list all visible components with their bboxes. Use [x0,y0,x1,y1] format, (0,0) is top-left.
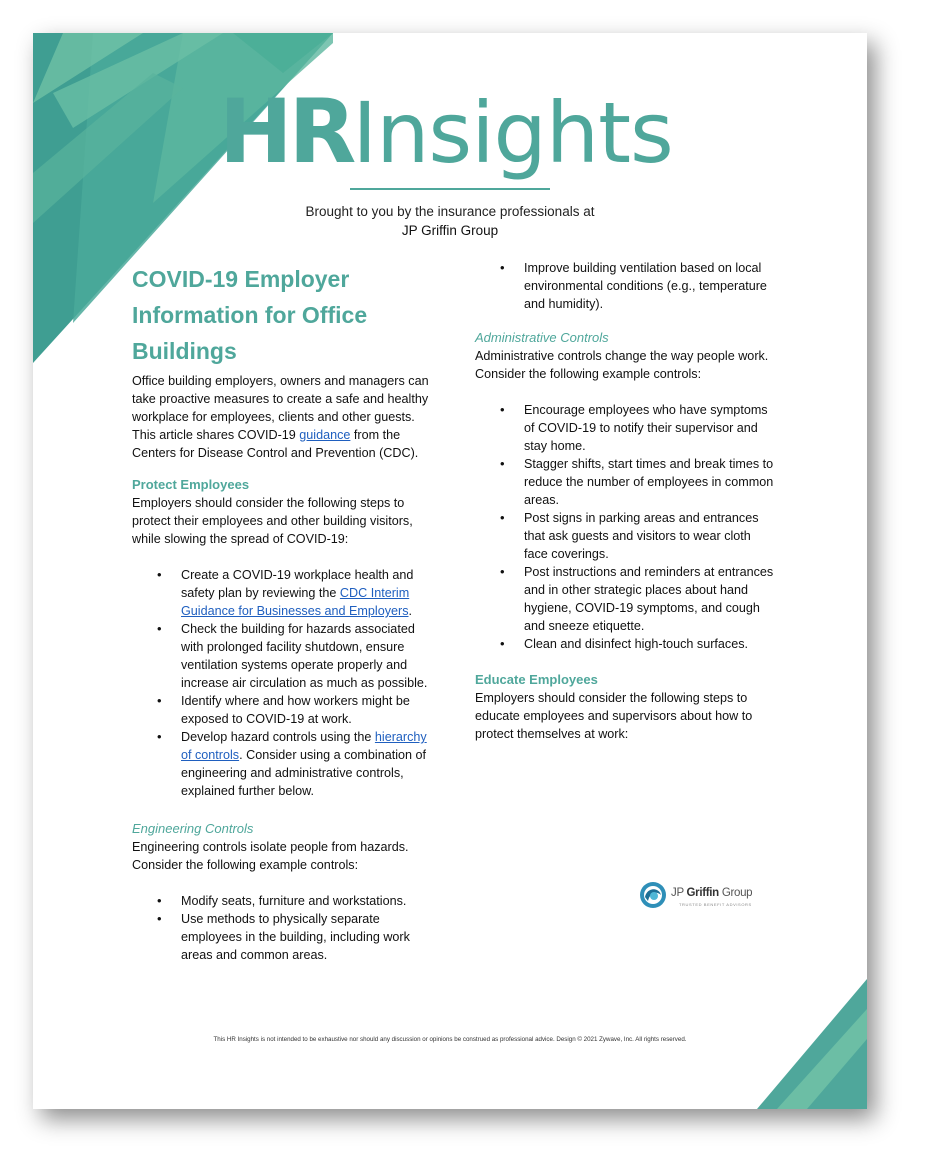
list-item: • Create a COVID-19 workplace health and safety plan by reviewing the CDC Interim Guidance for Businesses and Employers. [181,566,432,620]
company-name: JP Griffin Group [401,223,499,238]
list-item: • Develop hazard controls using the hierarchy of controls. Consider using a combination of engineering and administrative controls, explained further below. [181,728,432,800]
list-item: • Encourage employees who have symptoms of COVID-19 to notify their supervisor and stay home. [524,401,775,455]
educate-employees-text: Employers should consider the following steps to educate employees and supervisors about how to protect themselves at work: [475,691,753,741]
hierarchy-of-controls-link[interactable]: hierarchy of controls [181,730,427,762]
engineering-controls-list [132,892,432,964]
administrative-controls-heading: Administrative Controls [475,330,609,345]
protect-employees-list [132,566,432,800]
hr-insights-logo [219,77,689,187]
educate-employees-heading: Educate Employees [475,672,598,687]
disclaimer-text: This HR Insights is not intended to be exhaustive nor should any discussion or opinions be construed as professional advice. Design © 2021 Zywave, Inc. All rights reserved. [213,1036,687,1043]
administrative-controls-list [475,401,775,653]
logo-divider [350,188,550,190]
engineering-controls-text: Engineering controls isolate people from hazards. Consider the following example controls: [132,840,409,872]
list-item: • Clean and disinfect high-touch surfaces. [524,635,775,653]
list-item: • Identify where and how workers might be exposed to COVID-19 at work. [181,692,432,728]
list-item: • Check the building for hazards associated with prolonged facility shutdown, ensure ventilation systems operate properly and increase air circulation as much as possible. [181,620,432,692]
engineering-controls-list-continued [475,259,775,313]
brought-by-text: Brought to you by the insurance professionals at [305,204,595,219]
list-item: • Post instructions and reminders at entrances and in other strategic places about hand hygiene, COVID-19 symptoms, and cough and sneeze etiquette. [524,563,775,635]
list-item: • Use methods to physically separate employees in the building, including work areas and common areas. [181,910,432,964]
cdc-guidance-link[interactable]: CDC Interim Guidance for Businesses and Employers [181,586,410,618]
logo-light-text: Insights [352,84,673,182]
list-item: • Stagger shifts, start times and break times to reduce the number of employees in common areas. [524,455,775,509]
griffin-swirl-icon [639,881,667,909]
decorative-corner-stripe [757,979,867,1109]
footer-logo-tagline: TRUSTED BENEFIT ADVISORS [679,902,752,907]
article-title: COVID-19 Employer Information for Office Buildings [132,266,368,364]
footer-logo-text: JP Griffin Group [671,887,753,899]
logo-bold-text: HR [219,80,353,183]
left-column [132,261,432,964]
right-column [475,259,775,743]
engineering-controls-heading: Engineering Controls [132,821,254,836]
document-page [33,33,867,1109]
administrative-controls-text: Administrative controls change the way people work. Consider the following example controls: [475,349,769,381]
protect-employees-text: Employers should consider the following steps to protect their employees and other building visitors, while slowing the spread of COVID-19: [132,496,413,546]
jp-griffin-footer-logo [639,881,759,911]
protect-employees-heading: Protect Employees [132,477,250,492]
intro-paragraph: Office building employers, owners and managers can take proactive measures to create a safe and healthy workplace for employees, clients and other guests. This article shares COVID-19 guidance from the Centers for Disease Control and Prevention (CDC). [132,374,429,460]
list-item: • Improve building ventilation based on local environmental conditions (e.g., temperature and humidity). [524,259,775,313]
guidance-link[interactable]: guidance [299,428,351,442]
list-item: • Post signs in parking areas and entrances that ask guests and visitors to wear cloth face coverings. [524,509,775,563]
list-item: • Modify seats, furniture and workstations. [181,892,432,910]
